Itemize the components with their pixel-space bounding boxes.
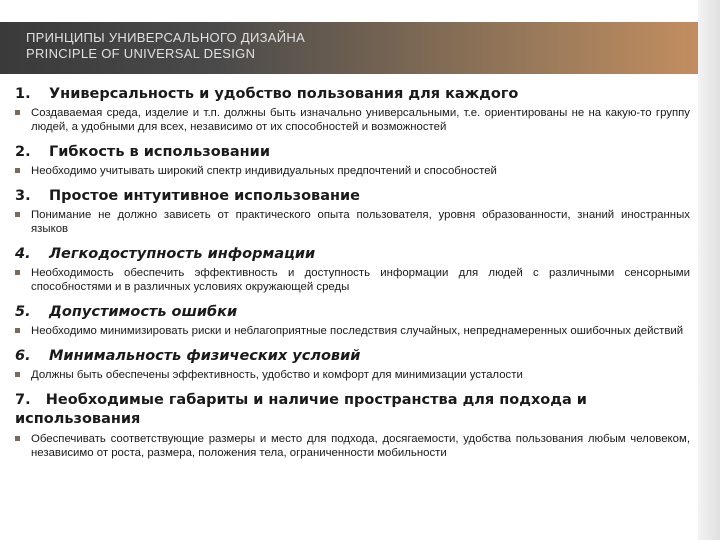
principle-number: 7. — [15, 392, 31, 408]
principles-list — [15, 82, 690, 460]
principle-5 — [15, 303, 690, 338]
bullet-icon — [15, 436, 20, 441]
principle-number: 6. — [15, 348, 31, 364]
principle-heading — [15, 303, 690, 321]
principle-description — [15, 432, 690, 460]
bullet-icon — [15, 212, 20, 217]
principle-7 — [15, 391, 690, 460]
principle-description — [15, 106, 690, 134]
principle-text: Необходимо учитывать широкий спектр индивидуальных предпочтений и способностей — [31, 165, 497, 177]
principle-title: Минимальность физических условий — [49, 348, 361, 364]
principle-heading — [15, 391, 690, 429]
principle-text: Создаваемая среда, изделие и т.п. должны быть изначально универсальными, т.е. ориентированы не на какую-то группу людей, а удобными для всех, независимо от их способностей и возможностей — [31, 107, 690, 133]
principle-text: Обеспечивать соответствующие размеры и место для подхода, досягаемости, удобства пользования любым человеком, независимо от роста, размера, положения тела, ограниченности мобильности — [31, 433, 690, 459]
principle-number: 4. — [15, 246, 31, 262]
principle-title: Допустимость ошибки — [49, 304, 238, 320]
principle-heading — [15, 347, 690, 365]
principle-title: Универсальность и удобство пользования для каждого — [49, 86, 519, 102]
principle-description — [15, 208, 690, 236]
title-english: PRINCIPLE OF UNIVERSAL DESIGN — [26, 46, 256, 61]
principle-text: Должны быть обеспечены эффективность, удобство и комфорт для минимизации усталости — [31, 369, 523, 381]
principle-description — [15, 324, 690, 338]
bullet-icon — [15, 270, 20, 275]
bullet-icon — [15, 110, 20, 115]
slide-title — [26, 30, 305, 62]
principle-description — [15, 266, 690, 294]
principle-heading — [15, 143, 690, 161]
title-russian: ПРИНЦИПЫ УНИВЕРСАЛЬНОГО ДИЗАЙНА — [26, 30, 306, 45]
principle-text: Понимание не должно зависеть от практического опыта пользователя, уровня образованности, знаний иностранных языков — [31, 209, 690, 235]
principle-number: 2. — [15, 144, 31, 160]
bullet-icon — [15, 168, 20, 173]
principle-1 — [15, 85, 690, 134]
principle-heading — [15, 245, 690, 263]
principle-number: 5. — [15, 304, 31, 320]
principle-heading — [15, 85, 690, 103]
top-stripe — [0, 0, 720, 22]
bullet-icon — [15, 328, 20, 333]
bullet-icon — [15, 372, 20, 377]
principle-3 — [15, 187, 690, 236]
principle-text: Необходимо минимизировать риски и неблагоприятные последствия случайных, непреднамеренных ошибочных действий — [31, 325, 684, 337]
principle-number: 1. — [15, 86, 31, 102]
principle-text: Необходимость обеспечить эффективность и доступность информации для людей с различными сенсорными способностями и в различных условиях окружающей среды — [31, 267, 690, 293]
principle-4 — [15, 245, 690, 294]
principle-title: Легкодоступность информации — [49, 246, 316, 262]
principle-title: Гибкость в использовании — [49, 144, 270, 160]
principle-heading — [15, 187, 690, 205]
principle-6 — [15, 347, 690, 382]
principle-title: Необходимые габариты и наличие пространства для подхода и использования — [15, 392, 587, 427]
right-edge-decoration — [698, 0, 720, 540]
principle-title: Простое интуитивное использование — [49, 188, 360, 204]
principle-description — [15, 368, 690, 382]
principle-number: 3. — [15, 188, 31, 204]
principle-2 — [15, 143, 690, 178]
principle-description — [15, 164, 690, 178]
